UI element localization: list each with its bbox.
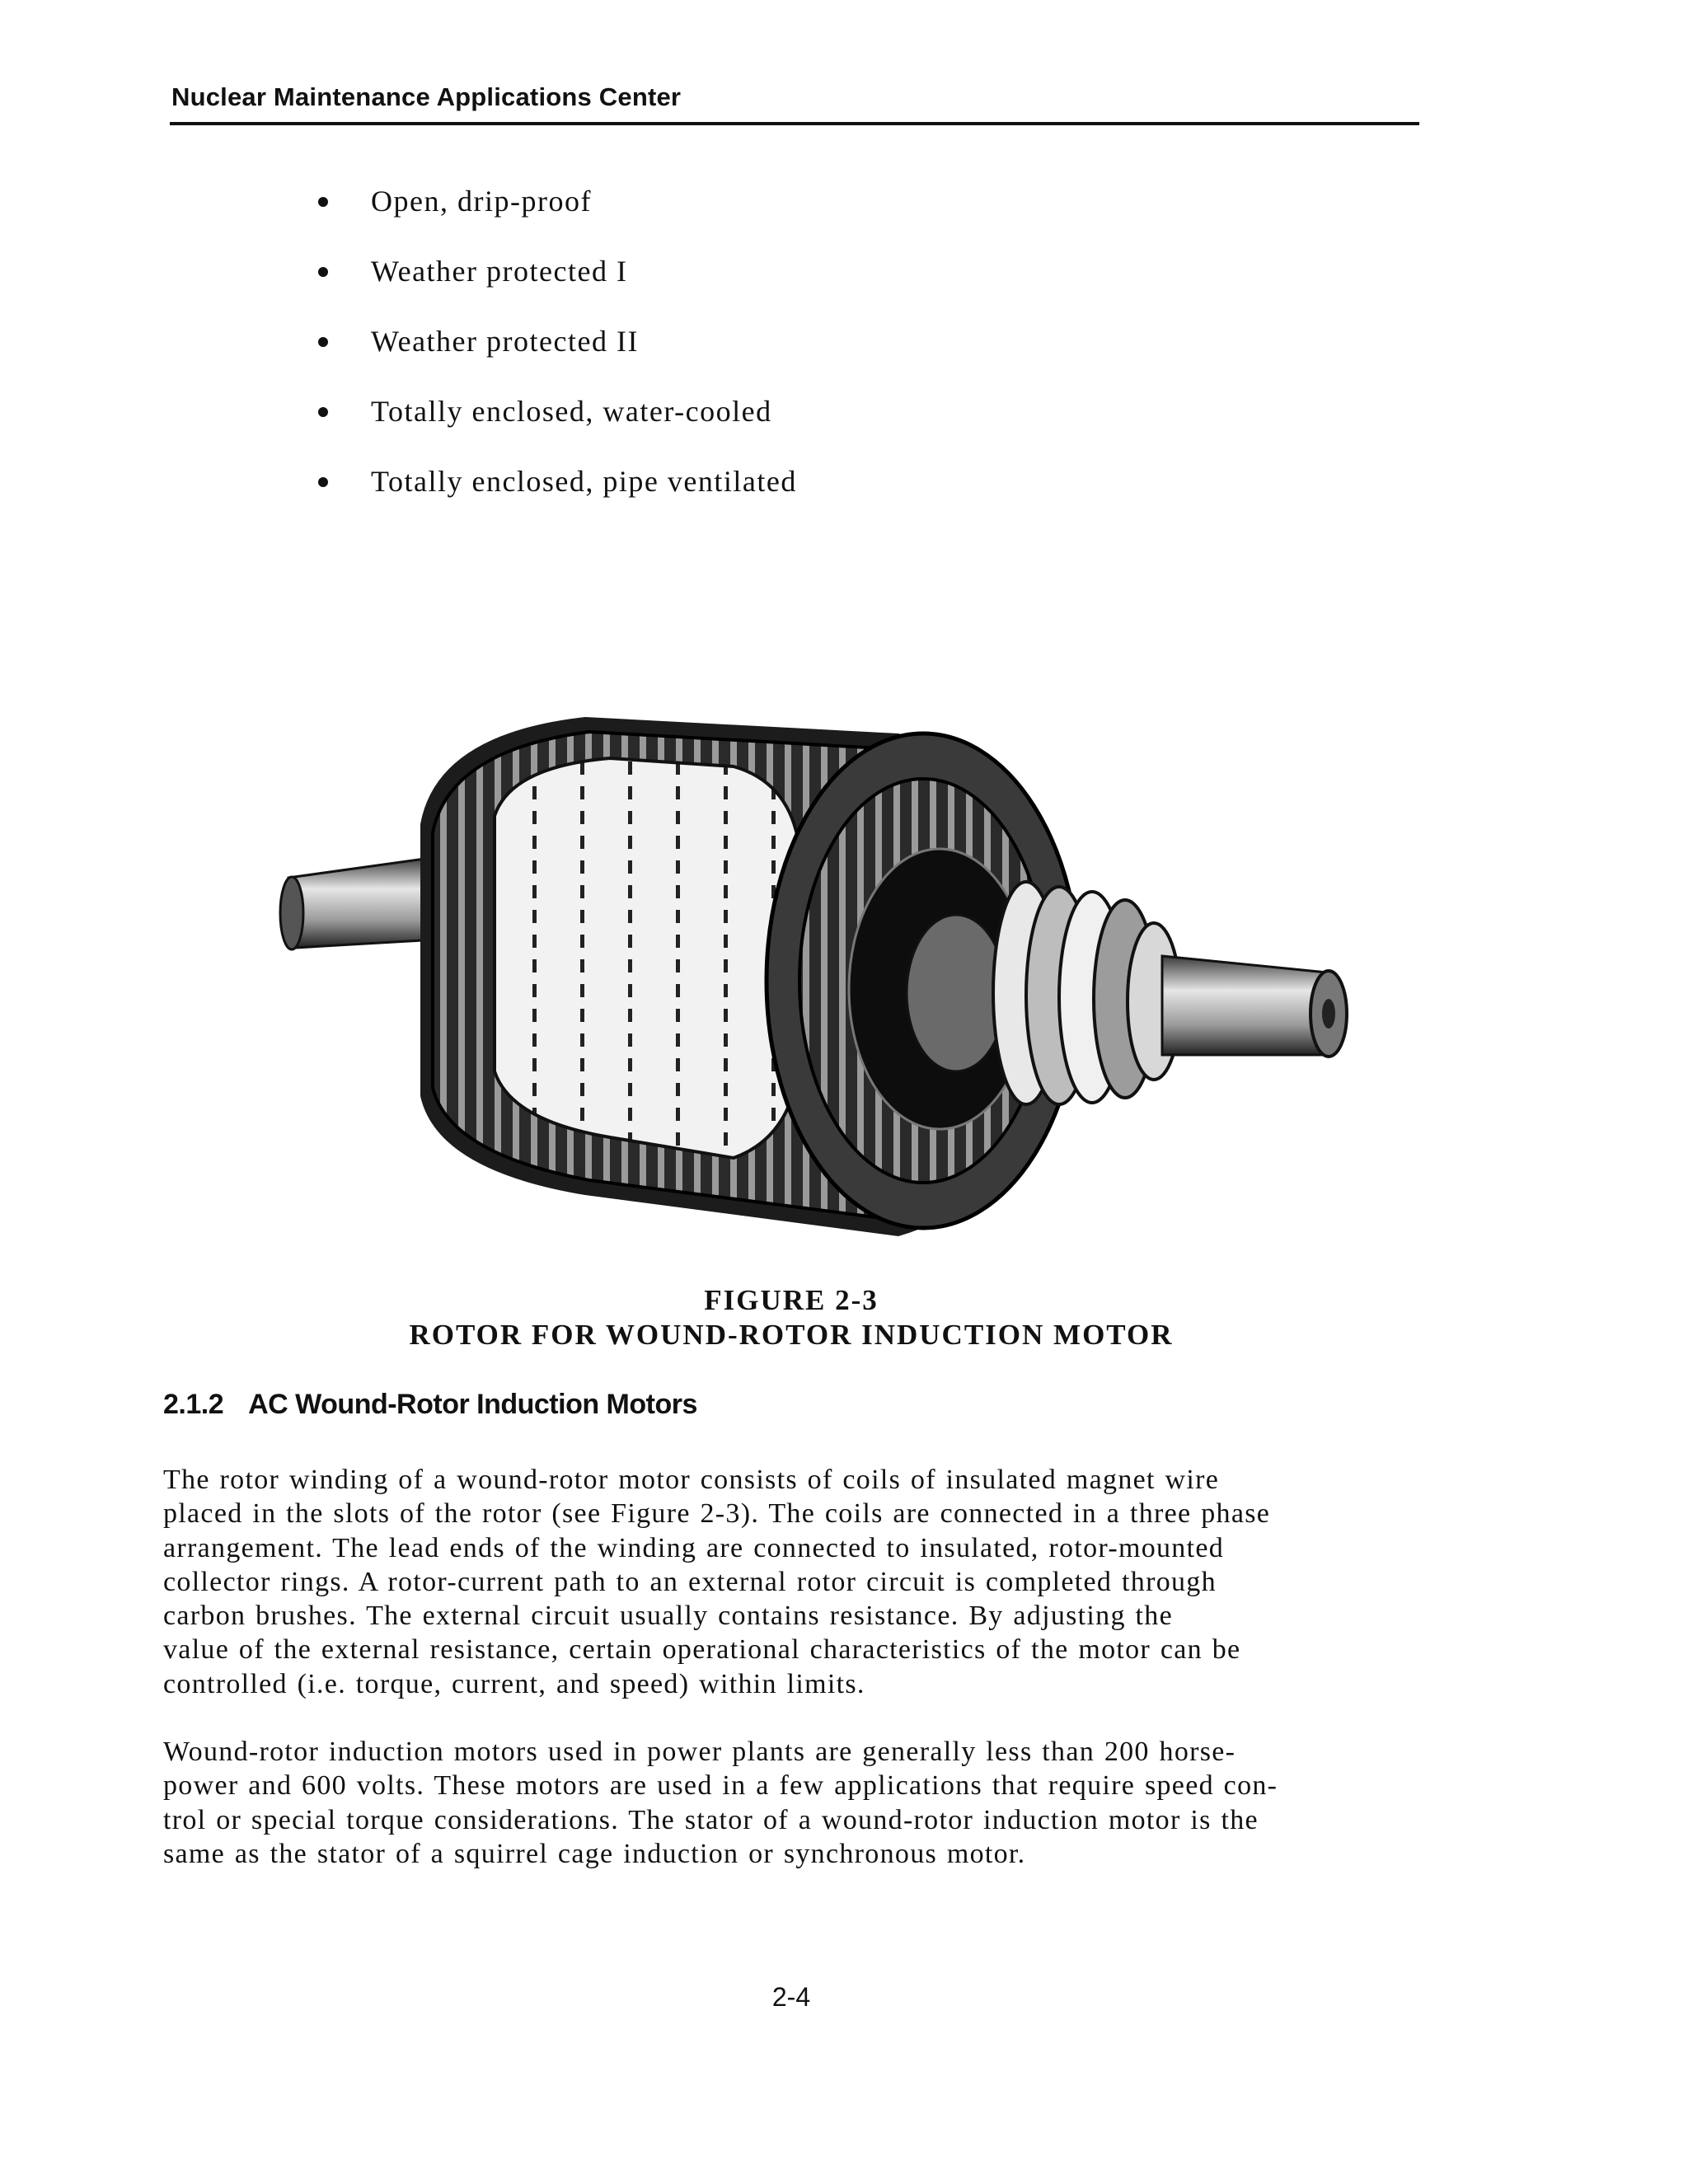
paragraph-line: controlled (i.e. torque, current, and speed) within limits. — [163, 1668, 865, 1699]
section-heading — [163, 1389, 697, 1421]
enclosure-type-list — [313, 177, 797, 527]
list-item-text: Totally enclosed, pipe ventilated — [371, 465, 797, 498]
page-number: 2-4 — [771, 1982, 811, 2012]
list-item-text: Totally enclosed, water-cooled — [371, 395, 772, 428]
section-title: AC Wound-Rotor Induction Motors — [248, 1389, 697, 1420]
rotor-figure-image — [272, 709, 1360, 1269]
bullet-icon — [318, 267, 328, 277]
paragraph-line: collector rings. A rotor-current path to an external rotor circuit is completed through — [163, 1566, 1217, 1597]
bullet-icon — [318, 477, 328, 487]
list-item — [313, 317, 797, 387]
list-item — [313, 177, 797, 247]
bullet-icon — [318, 337, 328, 347]
figure-number: FIGURE 2-3 — [704, 1284, 879, 1316]
list-item — [313, 457, 797, 527]
rotor-illustration — [272, 709, 1360, 1269]
paragraph-line: The rotor winding of a wound-rotor motor consists of coils of insulated magnet wire — [163, 1465, 1220, 1495]
list-item-text: Weather protected I — [371, 255, 628, 288]
paragraph-line: trol or special torque considerations. The stator of a wound-rotor induction motor is the — [163, 1804, 1259, 1835]
list-item-text: Weather protected II — [371, 325, 639, 358]
header-rule — [170, 122, 1419, 125]
bullet-icon — [318, 197, 328, 207]
paragraph-line: same as the stator of a squirrel cage induction or synchronous motor. — [163, 1838, 1026, 1869]
list-item-text: Open, drip-proof — [371, 185, 592, 218]
body-paragraph — [163, 1735, 1416, 1871]
body-paragraph — [163, 1463, 1416, 1701]
paragraph-line: value of the external resistance, certain operational characteristics of the motor can be — [163, 1634, 1241, 1666]
section-number: 2.1.2 — [163, 1389, 224, 1420]
list-item — [313, 387, 797, 457]
paragraph-line: Wound-rotor induction motors used in power plants are generally less than 200 horse- — [163, 1736, 1236, 1767]
paragraph-line: power and 600 volts. These motors are used in a few applications that require speed con- — [163, 1770, 1278, 1802]
paragraph-line: carbon brushes. The external circuit usually contains resistance. By adjusting the — [163, 1601, 1173, 1632]
bullet-icon — [318, 407, 328, 417]
figure-caption: ROTOR FOR WOUND-ROTOR INDUCTION MOTOR — [409, 1319, 1174, 1351]
page-header-title: Nuclear Maintenance Applications Center — [171, 82, 682, 111]
paragraph-line: arrangement. The lead ends of the winding are connected to insulated, rotor-mounted — [163, 1532, 1225, 1563]
list-item — [313, 247, 797, 317]
paragraph-line: placed in the slots of the rotor (see Figure 2-3). The coils are connected in a three phase — [163, 1498, 1271, 1530]
